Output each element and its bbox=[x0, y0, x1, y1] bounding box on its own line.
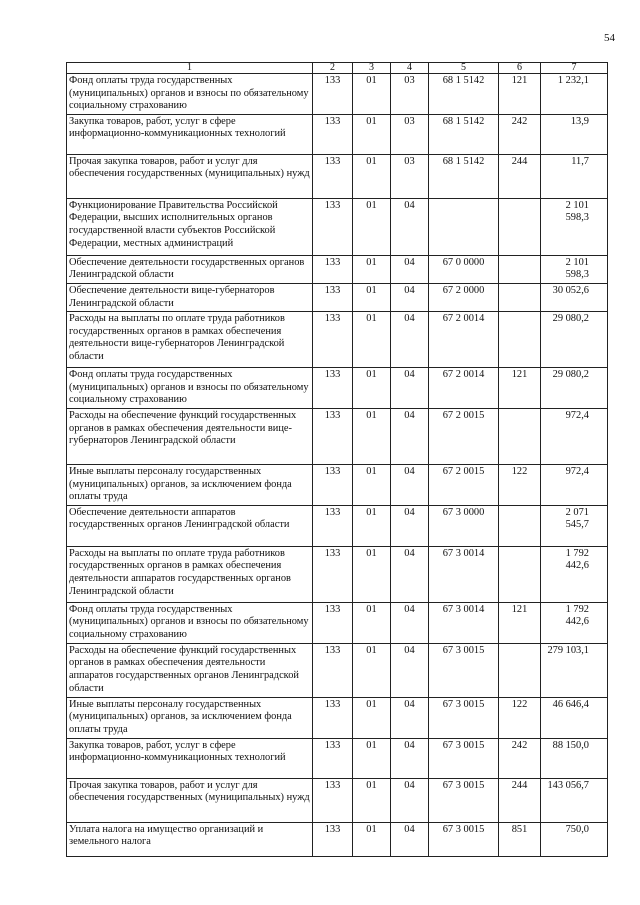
table-row bbox=[67, 822, 608, 856]
table-row bbox=[67, 198, 608, 255]
row-code-expense-type bbox=[499, 255, 541, 283]
page-number: 54 bbox=[604, 32, 615, 44]
table-row bbox=[67, 643, 608, 697]
row-name: Фонд оплаты труда государственных (муниципальных) органов и взносы по обязательному социальному страхованию bbox=[67, 602, 313, 643]
table-row bbox=[67, 505, 608, 546]
row-code-subsection: 03 bbox=[391, 74, 429, 115]
row-code-target: 67 3 0015 bbox=[429, 643, 499, 697]
row-code-section: 01 bbox=[353, 643, 391, 697]
row-name: Прочая закупка товаров, работ и услуг для обеспечения государственных (муниципальных) нужд bbox=[67, 778, 313, 822]
row-code-expense-type bbox=[499, 505, 541, 546]
row-code-expense-type: 244 bbox=[499, 154, 541, 198]
row-code-expense-type bbox=[499, 283, 541, 311]
row-code-subsection: 04 bbox=[391, 283, 429, 311]
row-code-expense-type: 121 bbox=[499, 74, 541, 115]
table-row bbox=[67, 738, 608, 778]
table-row bbox=[67, 778, 608, 822]
row-name: Прочая закупка товаров, работ и услуг для обеспечения государственных (муниципальных) нужд bbox=[67, 154, 313, 198]
row-name: Функционирование Правительства Российской Федерации, высших исполнительных органов государственной власти субъектов Российской Федерации, местных администраций bbox=[67, 198, 313, 255]
row-code-admin: 133 bbox=[313, 198, 353, 255]
row-code-target: 67 3 0000 bbox=[429, 505, 499, 546]
row-code-target: 67 2 0014 bbox=[429, 368, 499, 409]
row-amount: 2 071 545,7 bbox=[541, 505, 608, 546]
row-code-admin: 133 bbox=[313, 822, 353, 856]
row-code-subsection: 04 bbox=[391, 822, 429, 856]
row-code-expense-type bbox=[499, 643, 541, 697]
row-code-target: 67 3 0014 bbox=[429, 546, 499, 602]
row-code-target: 67 3 0015 bbox=[429, 697, 499, 738]
row-code-admin: 133 bbox=[313, 114, 353, 154]
row-code-section: 01 bbox=[353, 546, 391, 602]
row-name: Расходы на выплаты по оплате труда работников государственных органов в рамках обеспечения деятельности вице-губернаторов Ленинградской области bbox=[67, 312, 313, 368]
table-row bbox=[67, 114, 608, 154]
row-code-target: 67 3 0014 bbox=[429, 602, 499, 643]
row-code-target bbox=[429, 198, 499, 255]
row-code-expense-type bbox=[499, 312, 541, 368]
row-code-section: 01 bbox=[353, 255, 391, 283]
column-number: 2 bbox=[313, 63, 353, 74]
row-code-expense-type: 122 bbox=[499, 697, 541, 738]
row-code-section: 01 bbox=[353, 822, 391, 856]
table-row bbox=[67, 408, 608, 464]
row-name: Закупка товаров, работ, услуг в сфере информационно-коммуникационных технологий bbox=[67, 114, 313, 154]
row-amount: 2 101 598,3 bbox=[541, 198, 608, 255]
row-amount: 972,4 bbox=[541, 408, 608, 464]
row-code-subsection: 04 bbox=[391, 464, 429, 505]
column-number-row bbox=[67, 63, 608, 74]
row-code-admin: 133 bbox=[313, 74, 353, 115]
row-amount: 46 646,4 bbox=[541, 697, 608, 738]
row-code-section: 01 bbox=[353, 283, 391, 311]
row-name: Иные выплаты персоналу государственных (муниципальных) органов, за исключением фонда оплаты труда bbox=[67, 697, 313, 738]
row-code-subsection: 04 bbox=[391, 778, 429, 822]
row-code-subsection: 03 bbox=[391, 154, 429, 198]
table-row bbox=[67, 255, 608, 283]
row-code-expense-type: 121 bbox=[499, 368, 541, 409]
row-code-admin: 133 bbox=[313, 643, 353, 697]
row-amount: 1 232,1 bbox=[541, 74, 608, 115]
row-code-expense-type: 121 bbox=[499, 602, 541, 643]
row-code-expense-type: 122 bbox=[499, 464, 541, 505]
table-row bbox=[67, 312, 608, 368]
row-code-target: 67 0 0000 bbox=[429, 255, 499, 283]
table-row bbox=[67, 602, 608, 643]
column-number: 3 bbox=[353, 63, 391, 74]
column-number: 6 bbox=[499, 63, 541, 74]
row-code-section: 01 bbox=[353, 114, 391, 154]
row-code-admin: 133 bbox=[313, 546, 353, 602]
table-row bbox=[67, 697, 608, 738]
table-row bbox=[67, 368, 608, 409]
row-code-admin: 133 bbox=[313, 602, 353, 643]
row-amount: 2 101 598,3 bbox=[541, 255, 608, 283]
table-body bbox=[67, 63, 608, 857]
row-code-section: 01 bbox=[353, 505, 391, 546]
row-code-subsection: 04 bbox=[391, 643, 429, 697]
row-code-target: 67 3 0015 bbox=[429, 822, 499, 856]
row-code-admin: 133 bbox=[313, 464, 353, 505]
row-code-target: 68 1 5142 bbox=[429, 74, 499, 115]
row-code-expense-type: 851 bbox=[499, 822, 541, 856]
row-name: Иные выплаты персоналу государственных (муниципальных) органов, за исключением фонда оплаты труда bbox=[67, 464, 313, 505]
row-amount: 279 103,1 bbox=[541, 643, 608, 697]
row-code-subsection: 04 bbox=[391, 408, 429, 464]
row-code-section: 01 bbox=[353, 74, 391, 115]
row-code-expense-type bbox=[499, 198, 541, 255]
row-code-expense-type bbox=[499, 546, 541, 602]
row-code-target: 68 1 5142 bbox=[429, 154, 499, 198]
row-code-admin: 133 bbox=[313, 283, 353, 311]
table-row bbox=[67, 154, 608, 198]
row-code-admin: 133 bbox=[313, 368, 353, 409]
row-name: Обеспечение деятельности вице-губернаторов Ленинградской области bbox=[67, 283, 313, 311]
budget-table bbox=[66, 62, 608, 857]
row-code-expense-type bbox=[499, 408, 541, 464]
row-name: Обеспечение деятельности государственных органов Ленинградской области bbox=[67, 255, 313, 283]
row-code-target: 67 2 0015 bbox=[429, 408, 499, 464]
row-code-admin: 133 bbox=[313, 255, 353, 283]
row-amount: 30 052,6 bbox=[541, 283, 608, 311]
row-code-expense-type: 242 bbox=[499, 738, 541, 778]
row-code-section: 01 bbox=[353, 312, 391, 368]
row-amount: 1 792 442,6 bbox=[541, 602, 608, 643]
row-name: Расходы на обеспечение функций государственных органов в рамках обеспечения деятельности вице-губернаторов Ленинградской области bbox=[67, 408, 313, 464]
column-number: 4 bbox=[391, 63, 429, 74]
row-code-subsection: 04 bbox=[391, 697, 429, 738]
row-name: Расходы на обеспечение функций государственных органов в рамках обеспечения деятельности аппаратов государственных органов Ленинградской области bbox=[67, 643, 313, 697]
row-code-target: 67 3 0015 bbox=[429, 738, 499, 778]
row-code-admin: 133 bbox=[313, 505, 353, 546]
row-code-section: 01 bbox=[353, 778, 391, 822]
row-code-section: 01 bbox=[353, 697, 391, 738]
row-code-subsection: 04 bbox=[391, 255, 429, 283]
row-code-section: 01 bbox=[353, 602, 391, 643]
row-code-admin: 133 bbox=[313, 778, 353, 822]
row-name: Закупка товаров, работ, услуг в сфере информационно-коммуникационных технологий bbox=[67, 738, 313, 778]
row-code-target: 67 2 0014 bbox=[429, 312, 499, 368]
row-amount: 11,7 bbox=[541, 154, 608, 198]
row-name: Уплата налога на имущество организаций и земельного налога bbox=[67, 822, 313, 856]
row-code-admin: 133 bbox=[313, 697, 353, 738]
row-amount: 750,0 bbox=[541, 822, 608, 856]
row-code-section: 01 bbox=[353, 198, 391, 255]
table-row bbox=[67, 464, 608, 505]
table-row bbox=[67, 283, 608, 311]
row-code-admin: 133 bbox=[313, 154, 353, 198]
column-number: 7 bbox=[541, 63, 608, 74]
row-code-subsection: 04 bbox=[391, 505, 429, 546]
row-name: Обеспечение деятельности аппаратов государственных органов Ленинградской области bbox=[67, 505, 313, 546]
row-code-target: 67 3 0015 bbox=[429, 778, 499, 822]
row-code-admin: 133 bbox=[313, 408, 353, 464]
row-code-subsection: 03 bbox=[391, 114, 429, 154]
row-code-expense-type: 244 bbox=[499, 778, 541, 822]
row-code-admin: 133 bbox=[313, 312, 353, 368]
row-amount: 972,4 bbox=[541, 464, 608, 505]
row-name: Фонд оплаты труда государственных (муниципальных) органов и взносы по обязательному социальному страхованию bbox=[67, 368, 313, 409]
row-code-section: 01 bbox=[353, 408, 391, 464]
row-code-section: 01 bbox=[353, 738, 391, 778]
row-code-admin: 133 bbox=[313, 738, 353, 778]
row-name: Расходы на выплаты по оплате труда работников государственных органов в рамках обеспечения деятельности аппаратов государственных органов Ленинградской области bbox=[67, 546, 313, 602]
row-code-subsection: 04 bbox=[391, 198, 429, 255]
table-row bbox=[67, 74, 608, 115]
row-amount: 29 080,2 bbox=[541, 368, 608, 409]
row-code-target: 68 1 5142 bbox=[429, 114, 499, 154]
column-number: 1 bbox=[67, 63, 313, 74]
row-code-subsection: 04 bbox=[391, 368, 429, 409]
row-code-section: 01 bbox=[353, 154, 391, 198]
table-row bbox=[67, 546, 608, 602]
row-amount: 29 080,2 bbox=[541, 312, 608, 368]
row-name: Фонд оплаты труда государственных (муниципальных) органов и взносы по обязательному социальному страхованию bbox=[67, 74, 313, 115]
row-code-subsection: 04 bbox=[391, 546, 429, 602]
row-amount: 143 056,7 bbox=[541, 778, 608, 822]
row-code-expense-type: 242 bbox=[499, 114, 541, 154]
row-code-section: 01 bbox=[353, 368, 391, 409]
row-code-target: 67 2 0015 bbox=[429, 464, 499, 505]
row-code-subsection: 04 bbox=[391, 312, 429, 368]
row-code-section: 01 bbox=[353, 464, 391, 505]
row-code-subsection: 04 bbox=[391, 602, 429, 643]
row-code-target: 67 2 0000 bbox=[429, 283, 499, 311]
row-code-subsection: 04 bbox=[391, 738, 429, 778]
column-number: 5 bbox=[429, 63, 499, 74]
row-amount: 88 150,0 bbox=[541, 738, 608, 778]
row-amount: 13,9 bbox=[541, 114, 608, 154]
row-amount: 1 792 442,6 bbox=[541, 546, 608, 602]
